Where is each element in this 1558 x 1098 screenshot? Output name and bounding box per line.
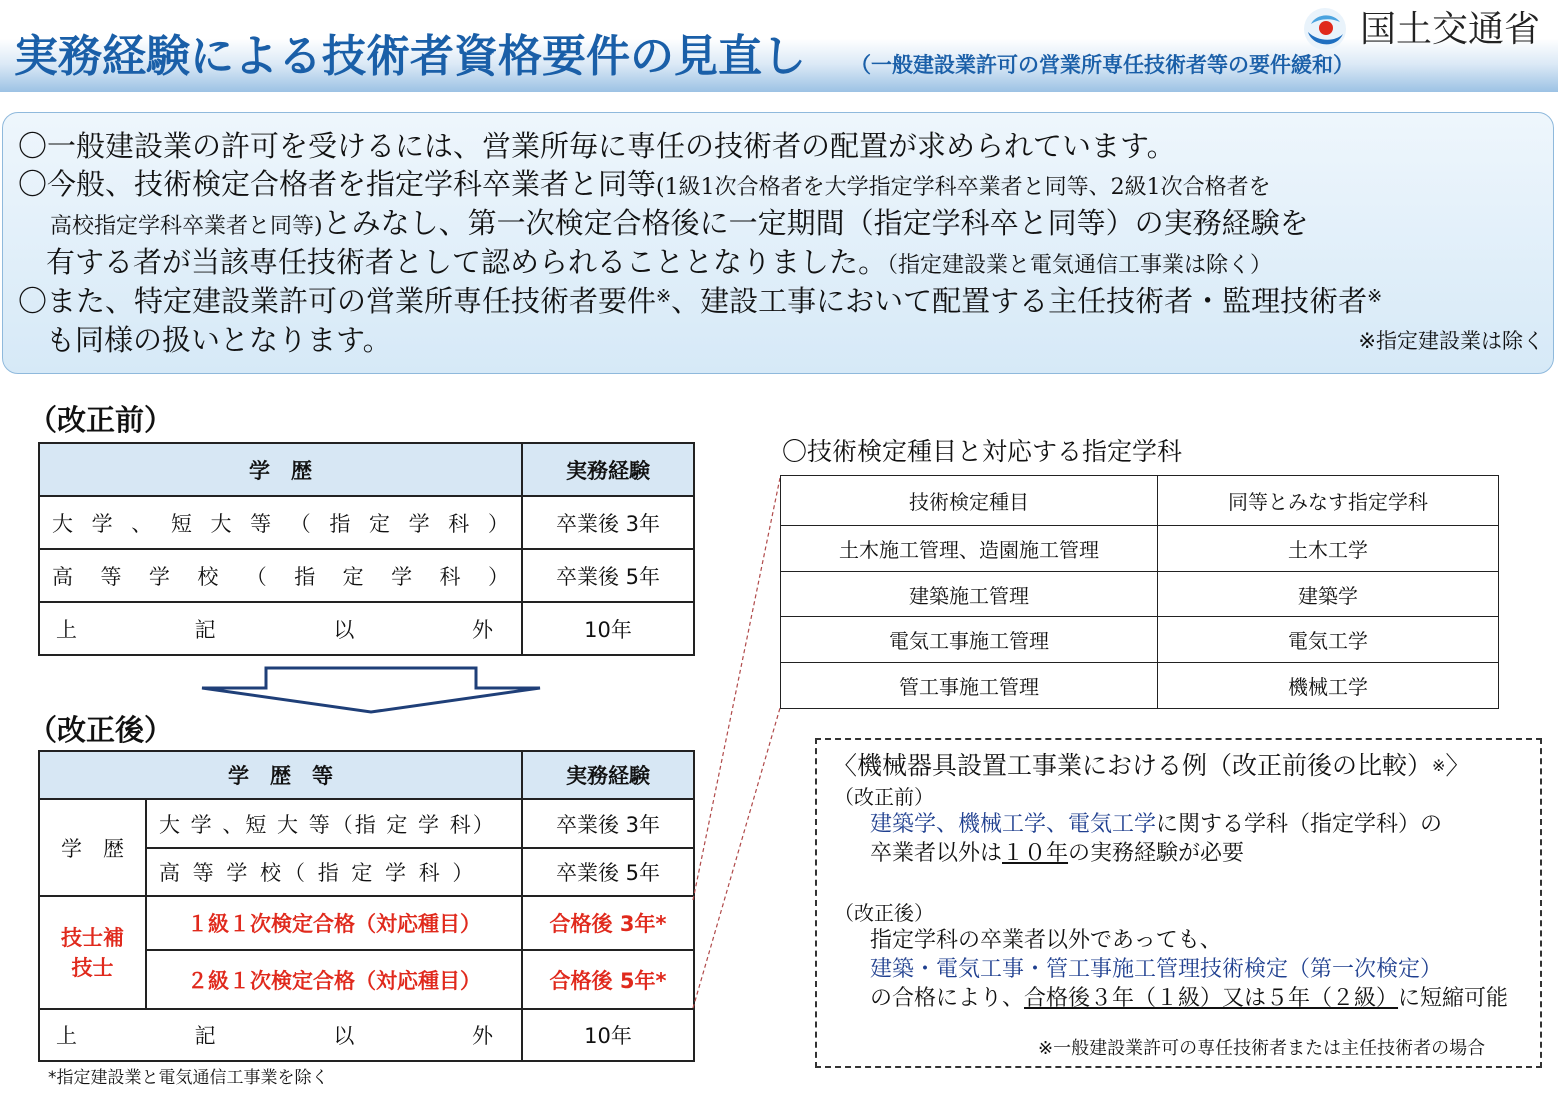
spread-chars <box>40 508 521 538</box>
example-before-label: （改正前） <box>834 785 934 809</box>
after-group-engineer <box>39 896 146 1009</box>
intro-line-4 <box>46 244 1272 284</box>
spread-chars <box>40 561 521 591</box>
mapping-table <box>780 475 1499 709</box>
after-row-other <box>39 1009 522 1061</box>
page-title: 実務経験による技術者資格要件の見直し <box>14 31 806 82</box>
spread-char: 学 <box>391 564 413 589</box>
spread-char: 記 <box>194 617 216 642</box>
example-title-end: 〉 <box>1445 751 1471 780</box>
spread-char: （ <box>245 564 267 589</box>
after-row-university: 大 学 、短 大 等（指 定 学 科） <box>146 799 522 848</box>
spread-char: 記 <box>194 1024 216 1048</box>
after-col-experience: 実務経験 <box>522 751 694 799</box>
mlit-logo-icon <box>1302 6 1348 52</box>
after-footnote: *指定建設業と電気通信工事業を除く <box>48 1068 329 1088</box>
intro-line-5 <box>18 283 1382 319</box>
spread-char: 定 <box>342 564 364 589</box>
after-exp-highschool: 卒業後 5年 <box>522 848 694 896</box>
mapping-col-dept: 同等とみなす指定学科 <box>1158 476 1499 526</box>
intro-line-5-a: 〇また、特定建設業許可の営業所専任技術者要件 <box>18 284 657 318</box>
example-after-line2: 建築・電気工事・管工事施工管理技術検定（第一次検定） <box>870 957 1443 982</box>
spread-char: 学 <box>148 564 170 589</box>
ministry-name: 国土交通省 <box>1360 9 1541 50</box>
after-table <box>38 750 695 1062</box>
group-engineer-assistant: 技士補 <box>61 925 124 950</box>
spread-char: 校 <box>197 564 219 589</box>
spread-char: 高 <box>52 564 73 589</box>
spread-char: 大 <box>52 511 73 536</box>
after-heading: （改正後） <box>28 713 174 747</box>
page-subtitle: （一般建設業許可の営業所専任技術者等の要件緩和） <box>850 53 1354 77</box>
intro-line-3 <box>50 205 1309 245</box>
mapping-dept-civil: 土木工学 <box>1158 526 1499 572</box>
intro-line-4-note: （指定建設業と電気通信工事業は除く） <box>887 253 1273 278</box>
spread-chars <box>40 614 521 644</box>
example-before-underline: １０年 <box>1002 841 1069 866</box>
spread-char: 以 <box>333 1024 355 1048</box>
spread-char: 大 <box>210 511 232 536</box>
example-before-b: の実務経験が必要 <box>1068 841 1245 866</box>
mapping-heading: 〇技術検定種目と対応する指定学科 <box>782 437 1183 466</box>
spread-char: 上 <box>56 1024 77 1048</box>
after-exp-grade2: 合格後 5年* <box>522 950 694 1009</box>
intro-line-6 <box>46 322 392 358</box>
intro-line-6-text: も同様の扱いとなります。 <box>46 323 392 357</box>
spread-char: 定 <box>369 511 390 536</box>
down-arrow-icon <box>200 666 542 714</box>
spread-char: 外 <box>471 1024 493 1048</box>
reference-mark: ※ <box>1432 756 1446 775</box>
spread-char: ） <box>487 511 509 536</box>
after-exp-university: 卒業後 3年 <box>522 799 694 848</box>
mapping-exam-building: 建築施工管理 <box>781 572 1158 617</box>
before-table <box>38 442 695 656</box>
mapping-col-exam: 技術検定種目 <box>781 476 1158 526</box>
example-after-a: の合格により、 <box>870 986 1025 1011</box>
intro-line-4-main: 有する者が当該専任技術者として認められることとなりました。 <box>46 245 888 279</box>
reference-mark: ※ <box>656 286 672 307</box>
before-exp-university: 卒業後 3年 <box>522 496 694 549</box>
intro-line-3-small: 高校指定学科卒業者と同等) <box>50 214 323 239</box>
example-after-b: に短縮可能 <box>1398 986 1509 1011</box>
spread-char: 学 <box>408 511 430 536</box>
intro-line-2 <box>18 166 1271 206</box>
mapping-exam-pipe: 管工事施工管理 <box>781 663 1158 709</box>
after-group-education: 学 歴 <box>39 799 146 896</box>
mapping-exam-electrical: 電気工事施工管理 <box>781 617 1158 663</box>
example-before-blue: 建築学、機械工学、電気工学 <box>870 812 1157 837</box>
after-row-grade1: １級１次検定合格（対応種目） <box>146 896 522 950</box>
before-heading: （改正前） <box>28 403 174 437</box>
before-row-university <box>39 496 522 549</box>
spread-char: 等 <box>250 511 272 536</box>
intro-line-5-b: 、建設工事において配置する主任技術者・監理技術者 <box>671 284 1368 318</box>
spread-char: 短 <box>170 511 192 536</box>
after-row-highschool: 高 等 学 校（ 指 定 学 科 ） <box>146 848 522 896</box>
spread-char: 上 <box>56 617 77 642</box>
spread-char: 等 <box>100 564 122 589</box>
before-row-highschool <box>39 549 522 602</box>
example-after-line1: 指定学科の卒業者以外であっても、 <box>870 928 1222 953</box>
after-exp-other: 10年 <box>522 1009 694 1061</box>
spread-char: 科 <box>439 564 461 589</box>
after-col-education: 学 歴 等 <box>39 751 522 799</box>
intro-line-2-main: 〇今般、技術検定合格者を指定学科卒業者と同等 <box>18 167 657 201</box>
before-col-experience: 実務経験 <box>522 443 694 496</box>
before-exp-other: 10年 <box>522 602 694 655</box>
after-exp-grade1: 合格後 3年* <box>522 896 694 950</box>
example-before-line2 <box>870 839 1244 869</box>
before-exp-highschool: 卒業後 5年 <box>522 549 694 602</box>
spread-char: 以 <box>333 617 355 642</box>
example-after-line3 <box>870 984 1508 1014</box>
spread-char: 学 <box>91 511 113 536</box>
example-before-line1 <box>870 810 1442 840</box>
spread-char: 外 <box>471 617 493 642</box>
reference-mark: ※ <box>1367 286 1383 307</box>
spread-char: 指 <box>329 511 351 536</box>
example-title <box>832 750 1470 782</box>
example-after-label: （改正後） <box>834 901 934 925</box>
mapping-dept-pipe: 機械工学 <box>1158 663 1499 709</box>
spread-chars <box>40 1020 521 1050</box>
spread-char: ） <box>487 564 509 589</box>
intro-line-1-text: 〇一般建設業の許可を受けるには、営業所毎に専任の技術者の配置が求められています。 <box>18 129 1176 163</box>
mapping-exam-civil: 土木施工管理、造園施工管理 <box>781 526 1158 572</box>
intro-note: ※指定建設業は除く <box>1358 329 1544 353</box>
example-after-underline: 合格後３年（１級）又は５年（２級） <box>1024 986 1399 1011</box>
before-col-education: 学 歴 <box>39 443 522 496</box>
spread-char: 科 <box>448 511 470 536</box>
spread-char: （ <box>289 511 311 536</box>
mapping-dept-building: 建築学 <box>1158 572 1499 617</box>
spread-char: 、 <box>131 511 153 536</box>
before-row-other <box>39 602 522 655</box>
intro-line-3-main: とみなし、第一次検定合格後に一定期間（指定学科卒と同等）の実務経験を <box>322 206 1309 240</box>
after-row-grade2: ２級１次検定合格（対応種目） <box>146 950 522 1009</box>
example-title-text: 〈機械器具設置工事業における例（改正前後の比較） <box>832 751 1433 780</box>
example-note: ※一般建設業許可の専任技術者または主任技術者の場合 <box>1038 1038 1486 1059</box>
group-engineer: 技士 <box>71 955 114 980</box>
example-before-a: 卒業者以外は <box>870 841 1003 866</box>
intro-line-2-small: (1級1次合格者を大学指定学科卒業者と同等、2級1次合格者を <box>656 175 1271 200</box>
mapping-dept-electrical: 電気工学 <box>1158 617 1499 663</box>
intro-line-1 <box>18 128 1176 164</box>
example-before-rest: に関する学科（指定学科）の <box>1156 812 1443 837</box>
spread-char: 指 <box>294 564 316 589</box>
